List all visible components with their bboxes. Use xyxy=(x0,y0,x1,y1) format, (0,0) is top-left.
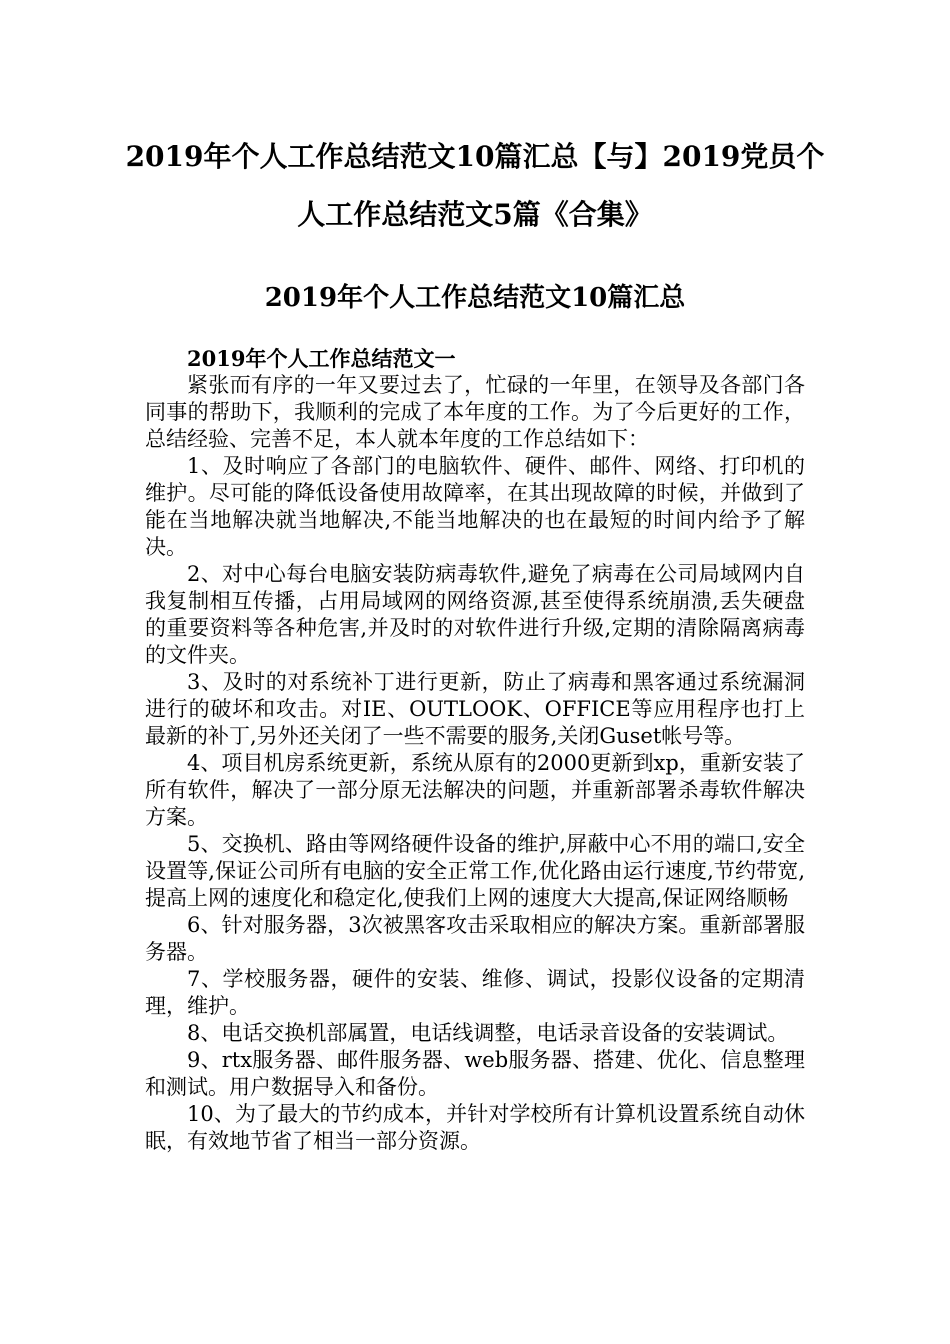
paragraph-item-1: 1、及时响应了各部门的电脑软件、硬件、邮件、网络、打印机的维护。尽可能的降低设备使用故障率，在其出现故障的时候，并做到了能在当地解决就当地解决,不能当地解决的也在最短的时间内给予了解决。 xyxy=(145,454,805,559)
paragraph-item-3: 3、及时的对系统补丁进行更新，防止了病毒和黑客通过系统漏洞进行的破坏和攻击。对IE、OUTLOOK、OFFICE等应用程序也打上最新的补丁,另外还关闭了一些不需要的服务,关闭Guset帐号等。 xyxy=(145,670,805,748)
paragraph-intro: 紧张而有序的一年又要过去了，忙碌的一年里，在领导及各部门各同事的帮助下，我顺利的完成了本年度的工作。为了今后更好的工作，总结经验、完善不足，本人就本年度的工作总结如下： xyxy=(145,373,805,451)
paragraph-item-2: 2、对中心每台电脑安装防病毒软件,避免了病毒在公司局域网内自我复制相互传播，占用局域网的网络资源,甚至使得系统崩溃,丢失硬盘的重要资料等各种危害,并及时的对软件进行升级,定期的清除隔离病毒的文件夹。 xyxy=(145,562,805,667)
document-body xyxy=(145,345,805,1155)
paragraph-item-7: 7、学校服务器，硬件的安装、维修、调试，投影仪设备的定期清理，维护。 xyxy=(145,967,805,1018)
section-title: 2019年个人工作总结范文10篇汇总 xyxy=(264,283,686,313)
paragraph-item-5: 5、交换机、路由等网络硬件设备的维护,屏蔽中心不用的端口,安全设置等,保证公司所有电脑的安全正常工作,优化路由运行速度,节约带宽,提高上网的速度化和稳定化,使我们上网的速度大大提高,保证网络顺畅 xyxy=(145,832,805,910)
paragraph-item-9: 9、rtx服务器、邮件服务器、web服务器、搭建、优化、信息整理和测试。用户数据导入和备份。 xyxy=(145,1048,805,1099)
subsection-title: 2019年个人工作总结范文一 xyxy=(187,346,456,371)
paragraph-item-10: 10、为了最大的节约成本，并针对学校所有计算机设置系统自动休眠，有效地节省了相当一部分资源。 xyxy=(145,1102,805,1153)
paragraph-item-6: 6、针对服务器，3次被黑客攻击采取相应的解决方案。重新部署服务器。 xyxy=(145,913,805,964)
paragraph-item-8: 8、电话交换机部属置，电话线调整，电话录音设备的安装调试。 xyxy=(187,1021,789,1045)
paragraph-item-4: 4、项目机房系统更新，系统从原有的2000更新到xp，重新安装了所有软件，解决了一部分原无法解决的问题，并重新部署杀毒软件解决方案。 xyxy=(145,751,805,829)
document-title: 2019年个人工作总结范文10篇汇总【与】2019党员个人工作总结范文5篇《合集》 xyxy=(125,140,825,231)
